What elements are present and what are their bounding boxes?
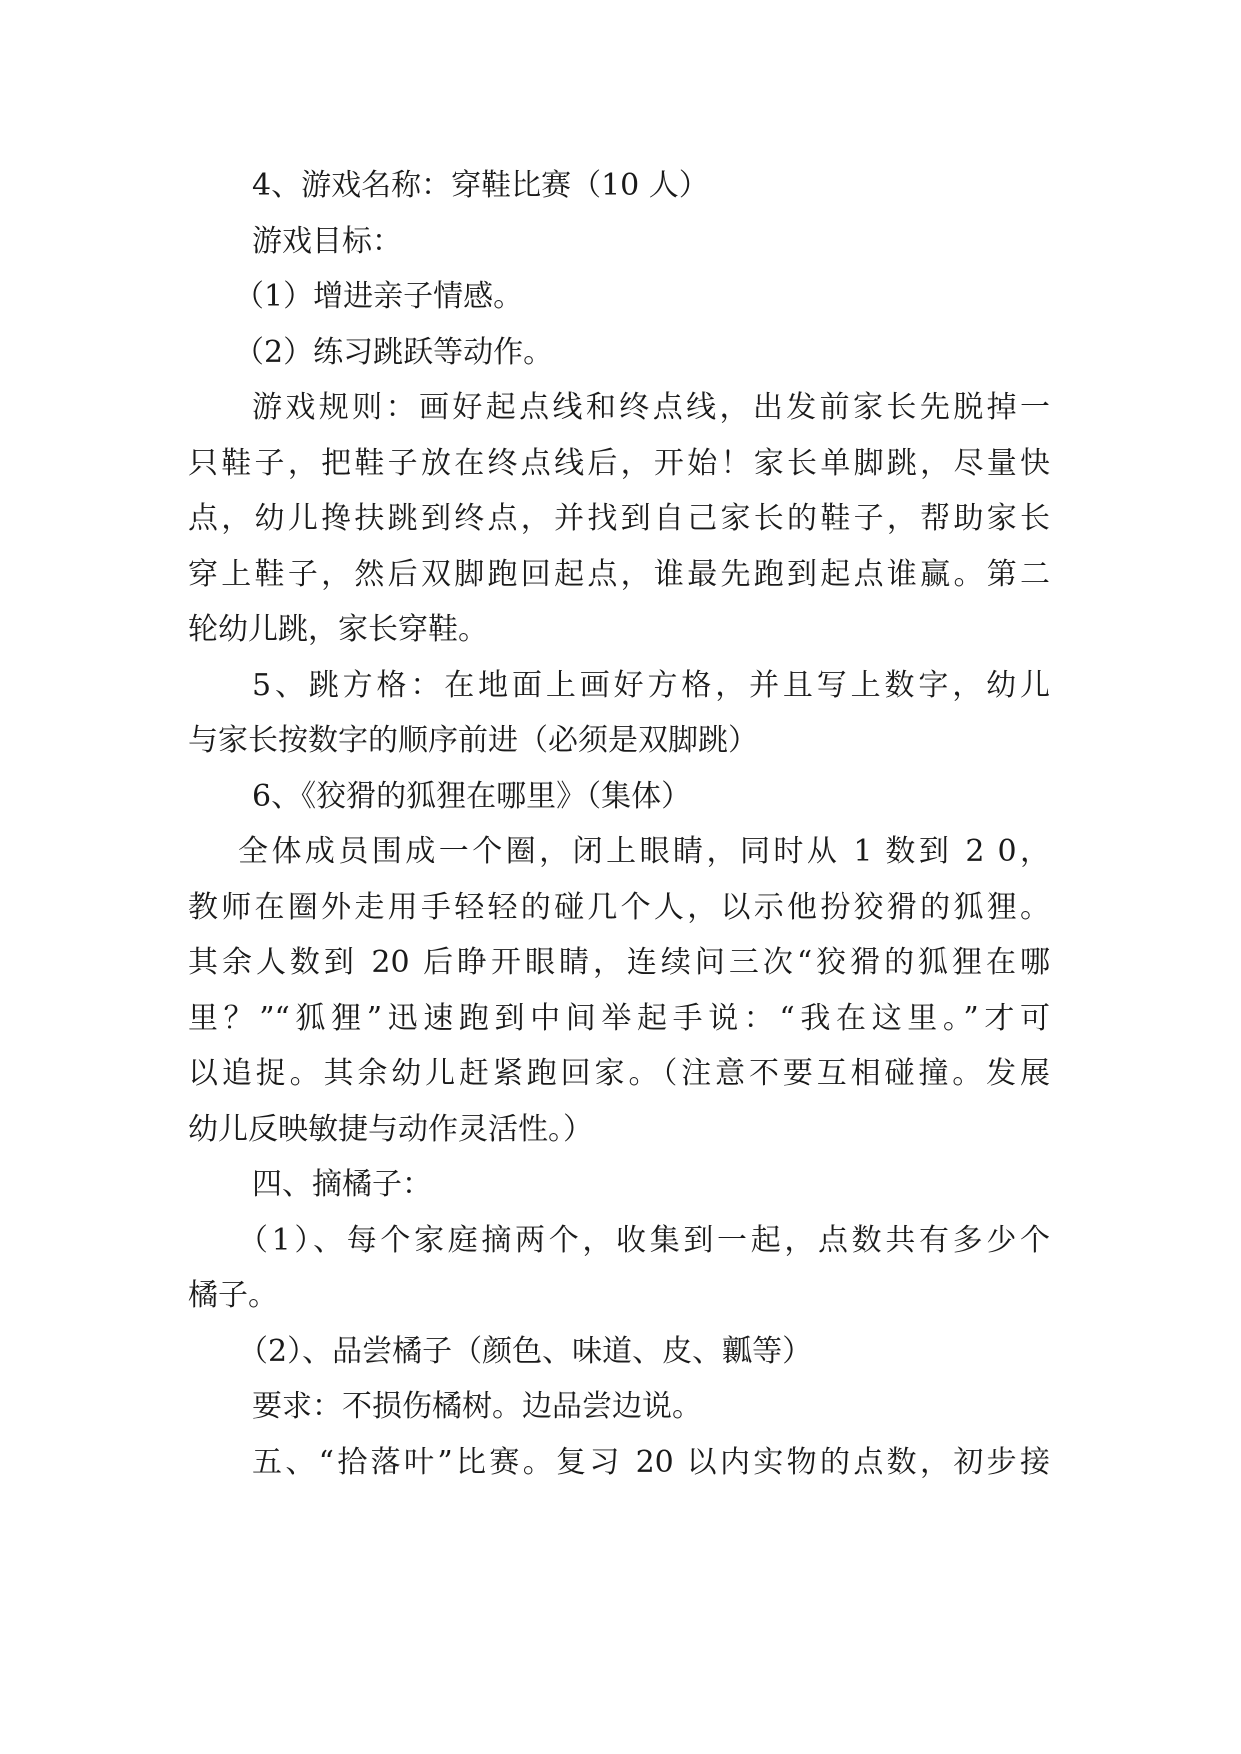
- paragraph-line: 4、游戏名称：穿鞋比赛（10 人）: [252, 168, 709, 203]
- paragraph-line: 穿上鞋子，然后双脚跑回起点，谁最先跑到起点谁赢。第二: [188, 556, 1050, 592]
- paragraph-line: （2）、品尝橘子（颜色、味道、皮、瓤等）: [238, 1333, 813, 1369]
- paragraph-line: 5、跳方格：在地面上画好方格，并且写上数字，幼儿: [252, 667, 1050, 703]
- document-body: [188, 158, 1050, 1490]
- paragraph-line: 橘子。: [188, 1278, 278, 1313]
- paragraph-line: （2）练习跳跃等动作。: [234, 334, 554, 370]
- paragraph-line: 只鞋子，把鞋子放在终点线后，开始！家长单脚跳，尽量快: [188, 445, 1050, 481]
- paragraph-line: 五、“拾落叶”比赛。复习 20 以内实物的点数，初步接: [252, 1444, 1050, 1480]
- paragraph-line: 游戏规则：画好起点线和终点线，出发前家长先脱掉一: [252, 390, 1050, 425]
- paragraph-line: 与家长按数字的顺序前进（必须是双脚跳）: [188, 723, 758, 758]
- paragraph-line: 轮幼儿跳，家长穿鞋。: [188, 612, 488, 647]
- paragraph-line: 里？”“狐狸”迅速跑到中间举起手说：“我在这里。”才可: [188, 1000, 1050, 1036]
- paragraph-line: （1）、每个家庭摘两个，收集到一起，点数共有多少个: [238, 1222, 1050, 1258]
- paragraph-line: 6、《狡猾的狐狸在哪里》（集体）: [252, 778, 692, 814]
- paragraph-line: 四、摘橘子：: [252, 1167, 432, 1202]
- paragraph-line: 教师在圈外走用手轻轻的碰几个人，以示他扮狡猾的狐狸。: [188, 889, 1050, 925]
- paragraph-line: 幼儿反映敏捷与动作灵活性。）: [188, 1111, 593, 1147]
- paragraph-line: （1）增进亲子情感。: [234, 279, 524, 314]
- paragraph-line: 其余人数到 20 后睁开眼睛，连续问三次“狡猾的狐狸在哪: [188, 945, 1050, 980]
- paragraph-line: 全体成员围成一个圈，闭上眼睛，同时从 1 数到 2 0，: [238, 834, 1050, 869]
- paragraph-line: 要求：不损伤橘树。边品尝边说。: [252, 1389, 702, 1424]
- paragraph-line: 以追捉。其余幼儿赶紧跑回家。（注意不要互相碰撞。发展: [188, 1056, 1050, 1091]
- paragraph-line: 点，幼儿搀扶跳到终点，并找到自己家长的鞋子，帮助家长: [188, 501, 1050, 536]
- paragraph-line: 游戏目标：: [252, 223, 402, 259]
